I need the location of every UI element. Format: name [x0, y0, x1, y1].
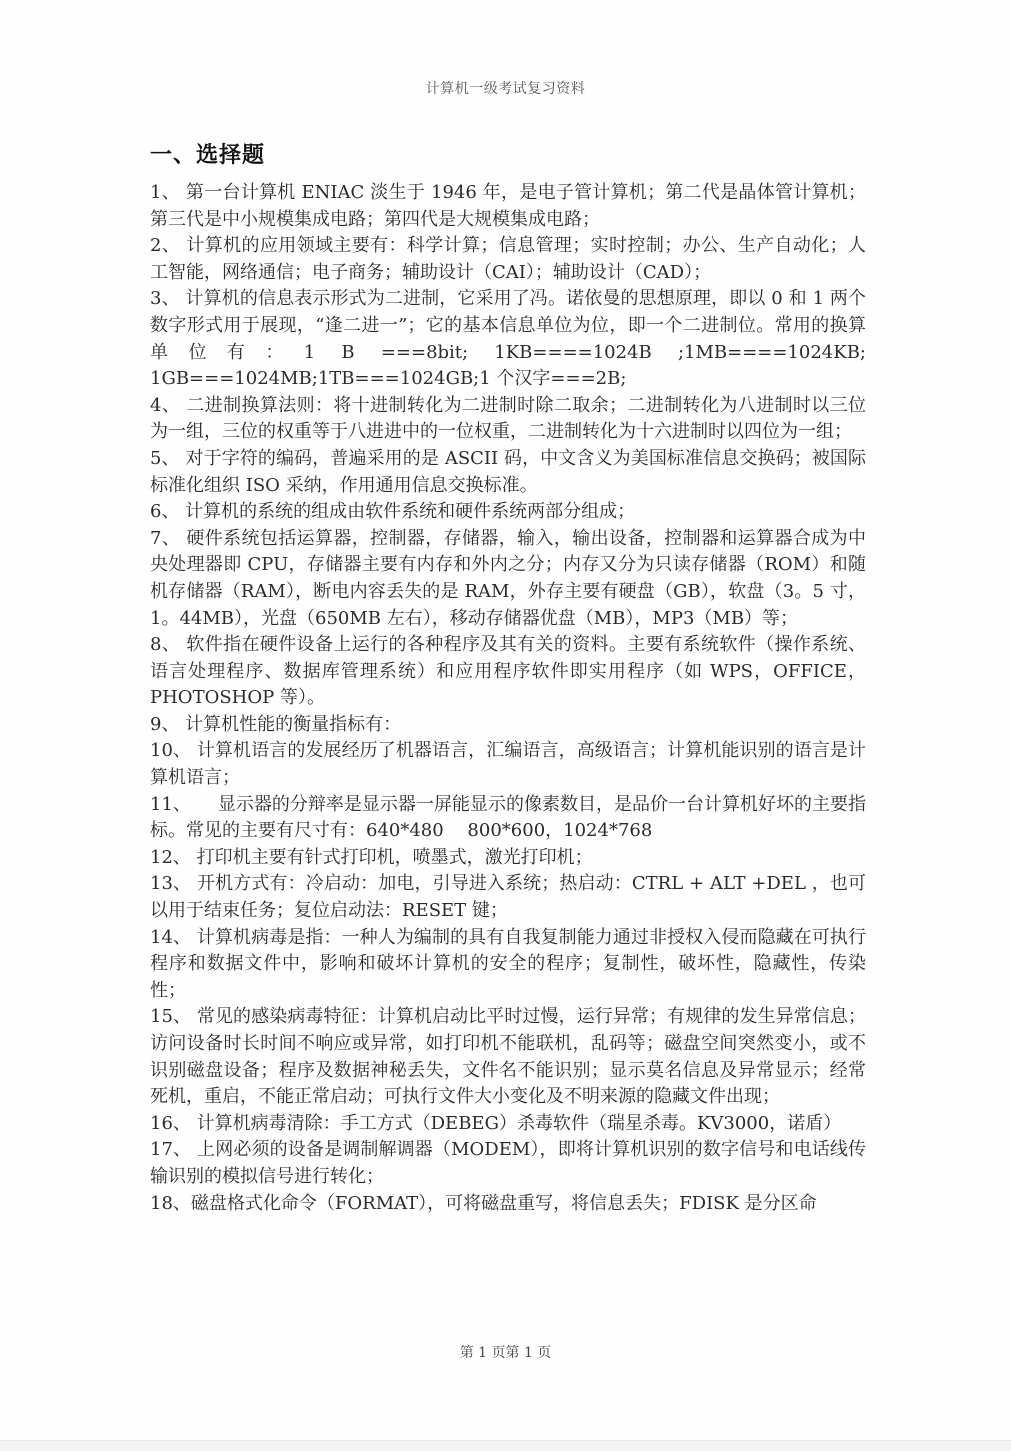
- question-list: [150, 180, 866, 1217]
- list-item: 11、 显示器的分辩率是显示器一屏能显示的像素数目，是品价一台计算机好坏的主要指标。常见的主要有尺寸有：640*480 800*600，1024*768: [150, 793, 866, 842]
- page-header: 计算机一级考试复习资料: [425, 81, 586, 97]
- list-item: 17、 上网必须的设备是调制解调器（MODEM），即将计算机识别的数字信号和电话线传输识别的模拟信号进行转化；: [150, 1139, 866, 1187]
- list-item: 3、 计算机的信息表示形式为二进制，它采用了冯。诺依曼的思想原理，即以 0 和 1 两个数字形式用于展现，“逢二进一”；它的基本信息单位为位，即一个二进制位。常用的换算单位有：1 B ===8bit; 1KB====1024B ;1MB====1024KB; 1GB===1024MB;1TB===1024GB;1 个汉字===2B;: [150, 288, 866, 390]
- list-item: 5、 对于字符的编码，普遍采用的是 ASCII 码，中文含义为美国标准信息交换码；被国际标准化组织 ISO 采纳，作用通用信息交换标准。: [150, 447, 866, 496]
- list-item: 8、 软件指在硬件设备上运行的各种程序及其有关的资料。主要有系统软件（操作系统、语言处理程序、数据库管理系统）和应用程序软件即实用程序（如 WPS，OFFICE，PHOTOSHOP 等）。: [150, 634, 866, 709]
- list-item: 4、 二进制换算法则：将十进制转化为二进制时除二取余；二进制转化为八进制时以三位为一组，三位的权重等于八进进中的一位权重，二进制转化为十六进制时以四位为一组；: [150, 394, 866, 443]
- section-title: 一、选择题: [150, 143, 266, 168]
- list-item: 15、 常见的感染病毒特征：计算机启动比平时过慢，运行异常；有规律的发生异常信息；访问设备时长时间不响应或异常，如打印机不能联机，乱码等；磁盘空间突然变小，或不识别磁盘设备；程序及数据神秘丢失，文件名不能识别；显示莫名信息及异常显示；经常死机，重启，不能正常启动；可执行文件大小变化及不明来源的隐藏文件出现；: [150, 1006, 866, 1108]
- list-item: 7、 硬件系统包括运算器，控制器，存储器，输入，输出设备，控制器和运算器合成为中央处理器即 CPU，存储器主要有内存和外内之分；内存又分为只读存储器（ROM）和随机存储器（RAM），断电内容丢失的是 RAM，外存主要有硬盘（GB），软盘（3。5 寸，1。44MB），光盘（650MB 左右），移动存储器优盘（MB），MP3（MB）等；: [150, 527, 866, 629]
- list-item: 1、 第一台计算机 ENIAC 淡生于 1946 年，是电子管计算机；第二代是晶体管计算机；第三代是中小规模集成电路；第四代是大规模集成电路；: [150, 182, 866, 230]
- list-item: 13、 开机方式有：冷启动：加电，引导进入系统；热启动：CTRL + ALT +DEL ，也可以用于结束任务；复位启动法：RESET 键；: [150, 873, 866, 922]
- list-item: 14、 计算机病毒是指：一种人为编制的具有自我复制能力通过非授权入侵而隐藏在可执行程序和数据文件中，影响和破坏计算机的安全的程序；复制性，破坏性，隐藏性，传染性；: [150, 926, 866, 1001]
- page-bottom-divider: [0, 1440, 1011, 1451]
- list-item: 16、 计算机病毒清除：手工方式（DEBEG）杀毒软件（瑞星杀毒。KV3000，诺盾）: [150, 1112, 842, 1134]
- list-item: 6、 计算机的系统的组成由软件系统和硬件系统两部分组成；: [150, 501, 636, 523]
- list-item: 12、 打印机主要有针式打印机，喷墨式，激光打印机；: [150, 846, 593, 868]
- page-footer: 第 1 页第 1 页: [459, 1345, 552, 1361]
- list-item: 2、 计算机的应用领域主要有：科学计算；信息管理；实时控制；办公、生产自动化；人工智能，网络通信；电子商务；辅助设计（CAI）；辅助设计（CAD）；: [150, 235, 866, 283]
- list-item: 9、 计算机性能的衡量指标有：: [150, 713, 402, 735]
- list-item: 10、 计算机语言的发展经历了机器语言，汇编语言，高级语言；计算机能识别的语言是计算机语言；: [150, 740, 866, 789]
- list-item: 18、磁盘格式化命令（FORMAT），可将磁盘重写，将信息丢失；FDISK 是分区命: [150, 1192, 817, 1214]
